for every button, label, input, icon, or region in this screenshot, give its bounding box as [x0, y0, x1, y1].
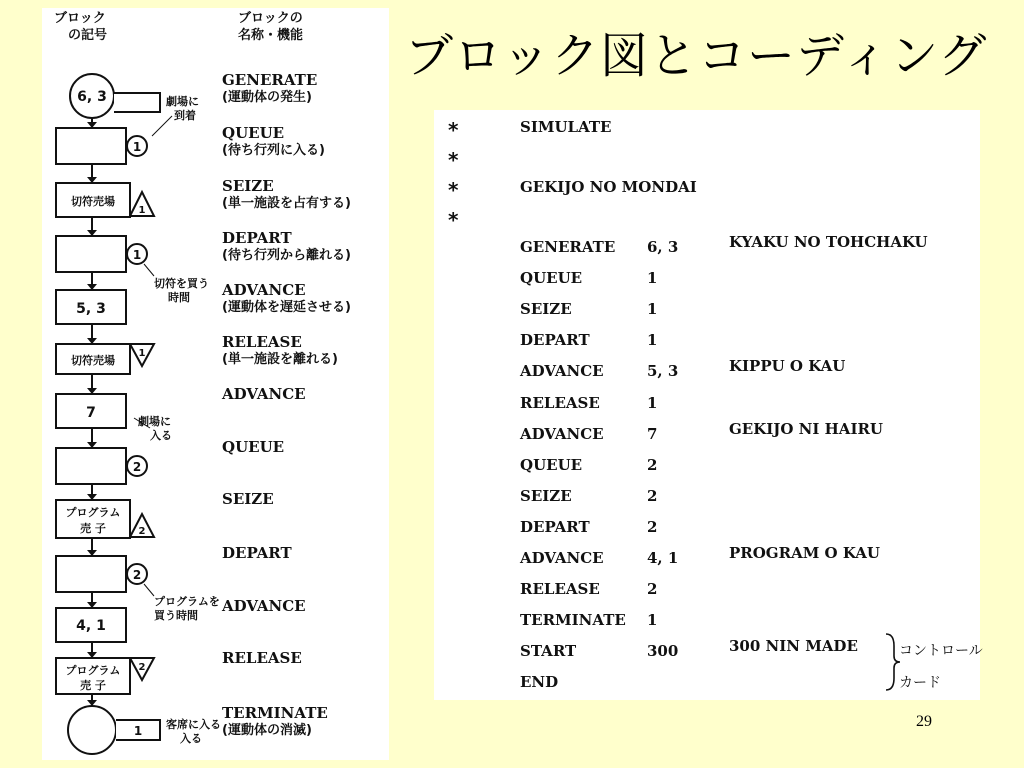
enter-theater-note-line2: 入る [150, 429, 172, 442]
depart2-number: 2 [132, 568, 142, 582]
code-arg: 2 [647, 580, 658, 599]
code-op: ADVANCE [520, 362, 604, 381]
code-arg: 1 [647, 393, 658, 412]
arrive-note-line2: 到着 [174, 109, 196, 122]
header-name-line2: 名称・機能 [238, 28, 304, 43]
comment-star: * [448, 148, 459, 172]
code-arg: 1 [647, 611, 658, 630]
block-label: RELEASE (単一施設を離れる) [222, 333, 338, 367]
brace-icon [882, 632, 902, 692]
block-label: SEIZE (単一施設を占有する) [222, 177, 351, 211]
seize2-label-line1: プログラム [65, 506, 121, 519]
advance1-value: 5, 3 [76, 301, 106, 317]
code-op: TERMINATE [520, 611, 626, 630]
queue2-block [56, 448, 126, 484]
code-op: DEPART [520, 331, 590, 350]
flow-diagram [42, 8, 222, 760]
terminate-block [68, 706, 116, 754]
code-op: RELEASE [520, 580, 600, 599]
release2-label-line2: 売 子 [80, 679, 106, 692]
code-listing-panel [434, 110, 983, 700]
depart1-block [56, 236, 126, 272]
code-op: SEIZE [520, 486, 572, 505]
slide-title: ブロック図とコーディング [405, 28, 988, 84]
code-arg: 4, 1 [647, 549, 679, 567]
release1-label: 切符売場 [71, 354, 115, 367]
code-arg: 1 [647, 331, 658, 350]
code-arg: 300 [647, 642, 679, 661]
arrive-note-line1: 劇場に [166, 95, 199, 108]
seat-note-line1: 客席に入る [166, 718, 221, 731]
release2-number: 2 [138, 662, 146, 673]
seize2-number: 2 [138, 526, 146, 537]
block-label: TERMINATE (運動体の消滅) [222, 704, 328, 738]
handwritten-note [899, 640, 983, 692]
block-label: ADVANCE (運動体を遅延させる) [222, 281, 351, 315]
page-number: 29 [916, 713, 932, 730]
code-arg: 6, 3 [647, 238, 679, 256]
header-name-line1: ブロックの [238, 11, 303, 26]
header-name [238, 10, 303, 44]
code-arg: 7 [647, 424, 658, 443]
release1-number: 1 [138, 348, 146, 359]
block-diagram-panel [42, 8, 389, 760]
block-label: ADVANCE [222, 597, 306, 615]
block-label: DEPART [222, 544, 292, 562]
block-label: SEIZE [222, 490, 274, 508]
code-op: SEIZE [520, 300, 572, 319]
block-label: DEPART (待ち行列から離れる) [222, 229, 351, 263]
code-comment: KIPPU O KAU [729, 357, 846, 376]
code-op: RELEASE [520, 393, 600, 412]
queue1-block [56, 128, 126, 164]
buy-program-note-line2: 買う時間 [154, 609, 198, 622]
enter-theater-note-line1: 劇場に [138, 415, 171, 428]
code-op: START [520, 642, 577, 661]
code-arg: 1 [647, 300, 658, 319]
code-arg: 5, 3 [647, 362, 679, 381]
code-comment: GEKIJO NI HAIRU [729, 419, 884, 438]
release2-label-line1: プログラム [65, 664, 121, 677]
code-comment: 300 NIN MADE [729, 637, 858, 656]
comment-star: * [448, 178, 459, 202]
buy-program-note-line1: プログラムを [154, 595, 220, 608]
code-arg: 1 [647, 269, 658, 288]
queue2-number: 2 [132, 460, 142, 474]
block-label: RELEASE [222, 649, 302, 667]
code-comment: KYAKU NO TOHCHAKU [729, 233, 928, 251]
seize2-label-line2: 売 子 [80, 522, 106, 535]
code-op: ADVANCE [520, 424, 604, 443]
seize1-label: 切符売場 [71, 195, 115, 208]
code-arg: 2 [647, 517, 658, 536]
buy-ticket-note-line1: 切符を買う [154, 277, 209, 290]
block-label: ADVANCE [222, 385, 306, 403]
generate-value: 6, 3 [77, 89, 107, 105]
simulate-line: SIMULATE [520, 118, 612, 136]
code-op: DEPART [520, 517, 590, 536]
code-op: QUEUE [520, 269, 583, 288]
queue1-number: 1 [132, 140, 142, 154]
advance2-value: 7 [86, 405, 96, 421]
block-label: QUEUE [222, 438, 285, 456]
depart1-number: 1 [132, 248, 142, 262]
depart2-block [56, 556, 126, 592]
handwritten-line2: カード [899, 675, 941, 691]
code-op: END [520, 673, 559, 692]
advance3-value: 4, 1 [76, 618, 106, 634]
comment-star: * [448, 118, 459, 142]
block-label: QUEUE (待ち行列に入る) [222, 124, 325, 158]
code-op: QUEUE [520, 455, 583, 474]
code-op: GENERATE [520, 238, 616, 256]
comment-line: GEKIJO NO MONDAI [520, 178, 697, 196]
code-op: ADVANCE [520, 549, 604, 567]
block-label: GENERATE (運動体の発生) [222, 71, 318, 105]
seize1-number: 1 [138, 205, 146, 216]
seat-note-line2: 入る [180, 732, 202, 745]
header-symbol-line2: の記号 [68, 28, 108, 43]
handwritten-line1: コントロール [899, 643, 983, 659]
generate-card [114, 93, 160, 112]
terminate-number: 1 [133, 724, 143, 738]
code-comment: PROGRAM O KAU [729, 544, 880, 562]
header-symbol-line1: ブロック [54, 11, 106, 26]
code-arg: 2 [647, 455, 658, 474]
comment-star: * [448, 208, 459, 232]
buy-ticket-note-line2: 時間 [168, 291, 190, 304]
code-arg: 2 [647, 486, 658, 505]
